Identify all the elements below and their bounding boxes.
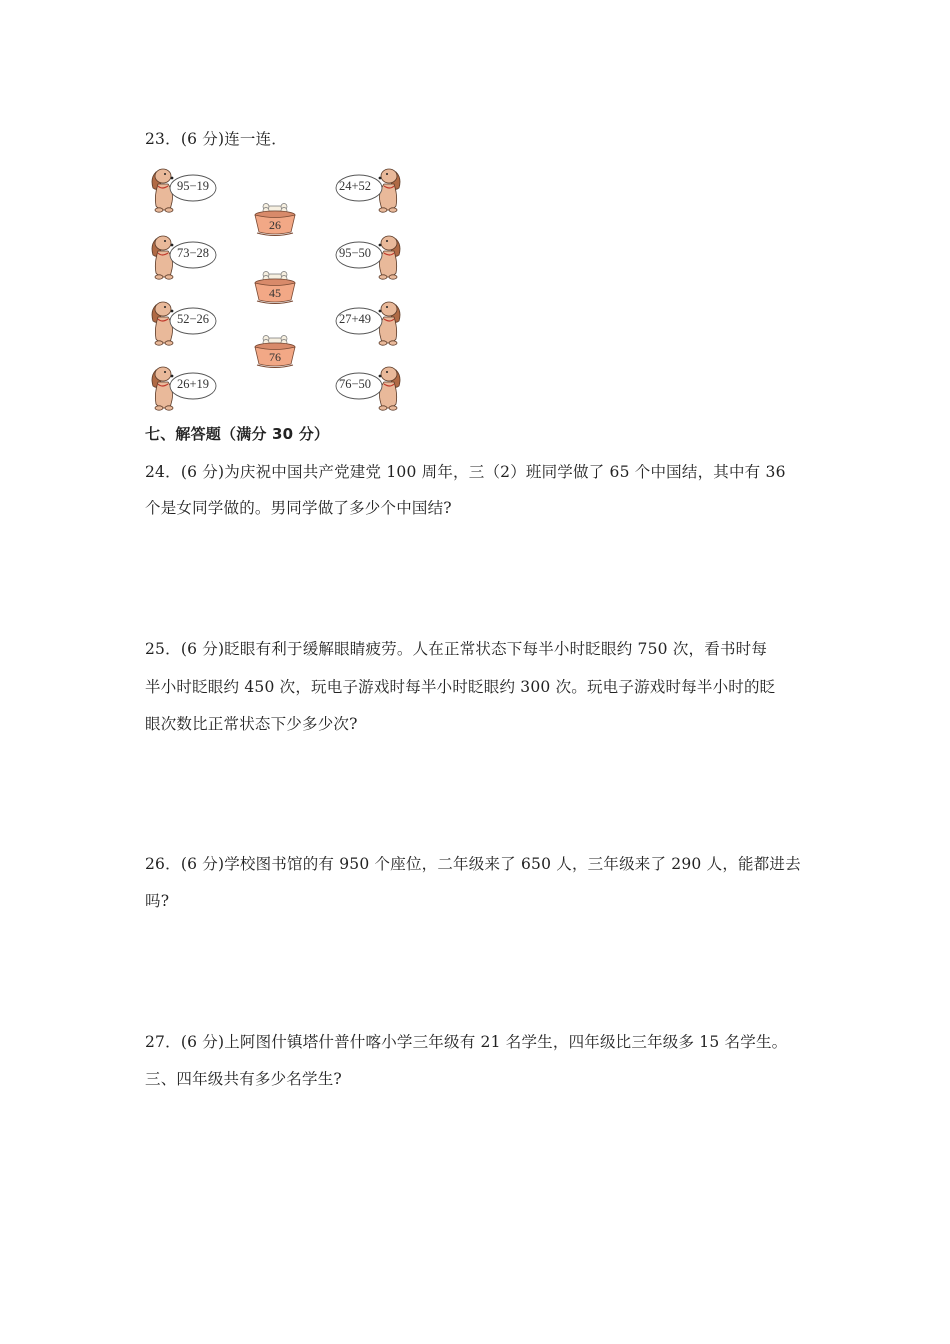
dog-expression: 52−26 <box>176 312 210 326</box>
question-24-line-1: 24．(6 分)为庆祝中国共产党建党 100 周年，三（2）班同学做了 65 个中国结，其中有 36 <box>145 463 786 481</box>
dog-expression: 24+52 <box>338 179 372 193</box>
dog-right-2[interactable] <box>330 233 402 281</box>
dog-expression: 95−19 <box>176 179 210 193</box>
bowl-number: 76 <box>269 350 281 364</box>
question-25-line-2: 半小时眨眼约 450 次，玩电子游戏时每半小时眨眼约 300 次。玩电子游戏时每半小时的眨 <box>145 678 776 696</box>
dog-right-4[interactable] <box>330 364 402 412</box>
dog-expression: 73−28 <box>176 246 210 260</box>
dog-right-1[interactable] <box>330 166 402 214</box>
matching-figure <box>150 162 402 412</box>
question-26-line-1: 26．(6 分)学校图书馆的有 950 个座位，二年级来了 650 人，三年级来了 290 人，能都进去 <box>145 855 801 873</box>
dog-left-1[interactable] <box>150 166 222 214</box>
dog-expression: 27+49 <box>338 312 372 326</box>
question-26-line-2: 吗? <box>145 892 170 910</box>
dog-expression: 26+19 <box>176 377 210 391</box>
question-24-line-2: 个是女同学做的。男同学做了多少个中国结? <box>145 499 452 517</box>
question-27-line-2: 三、四年级共有多少名学生? <box>145 1070 342 1088</box>
bowl-3[interactable] <box>251 334 299 370</box>
dog-expression: 95−50 <box>338 246 372 260</box>
question-27-line-1: 27．(6 分)上阿图什镇塔什普什喀小学三年级有 21 名学生，四年级比三年级多 15 名学生。 <box>145 1033 788 1051</box>
bowl-number: 26 <box>269 218 281 232</box>
dog-left-4[interactable] <box>150 364 222 412</box>
bowl-2[interactable] <box>251 270 299 306</box>
dog-right-3[interactable] <box>330 299 402 347</box>
question-25-line-1: 25．(6 分)眨眼有利于缓解眼睛疲劳。人在正常状态下每半小时眨眼约 750 次，看书时每 <box>145 640 768 658</box>
dog-expression: 76−50 <box>338 377 372 391</box>
bowl-1[interactable] <box>251 202 299 238</box>
question-25-line-3: 眼次数比正常状态下少多少次? <box>145 715 358 733</box>
question-23-title: 23．(6 分)连一连． <box>145 130 288 148</box>
section-7-heading: 七、解答题（满分 30 分） <box>145 425 330 443</box>
dog-left-2[interactable] <box>150 233 222 281</box>
bowl-number: 45 <box>269 286 281 300</box>
dog-left-3[interactable] <box>150 299 222 347</box>
